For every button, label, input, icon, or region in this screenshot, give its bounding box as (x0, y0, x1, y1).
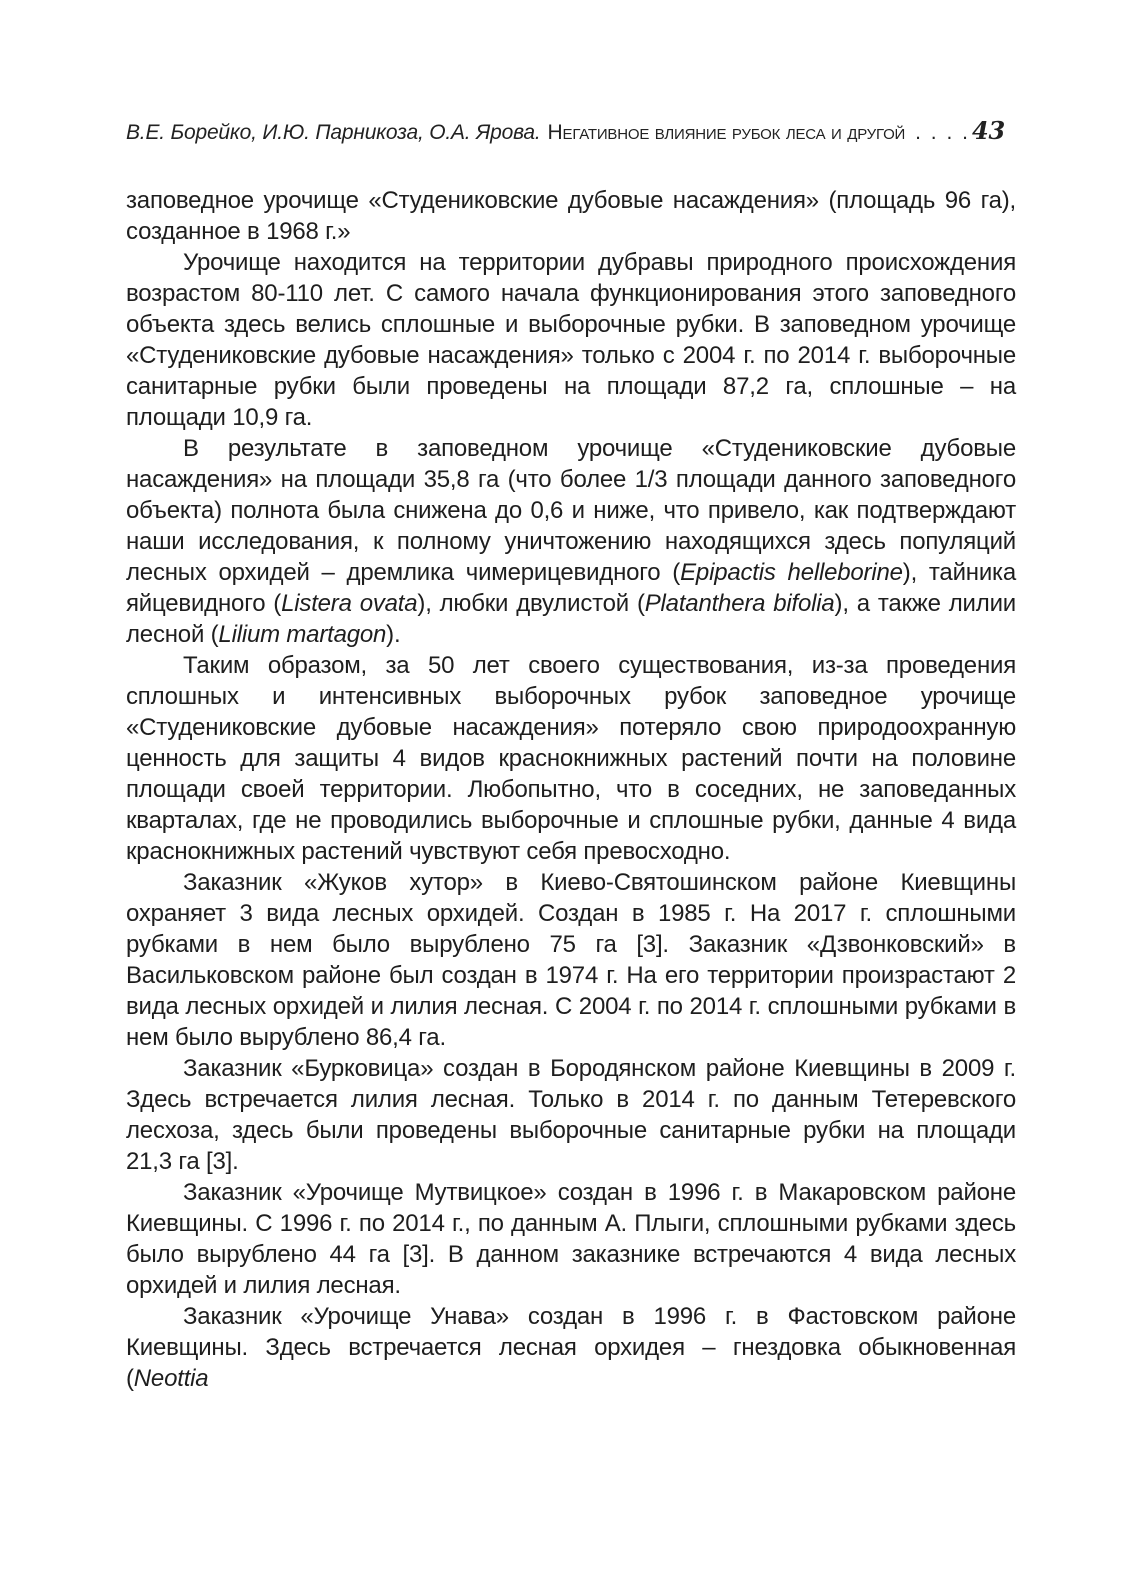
text-run: ), тайника яйцевидного ( (126, 559, 1017, 617)
text-run: Заказник «Урочище Мутвицкое» создан в 1996 г. в Макаровском районе Киевщины. С 1996 г. по 2014 г., по данным А. Плыги, сплошными рубками здесь было вырублено 44 га [3]. В данном заказнике встречаются 4 вида лесных орхидей и лилия лесная. (126, 1179, 1016, 1299)
page-header (126, 116, 1021, 145)
text-run: Таким образом, за 50 лет своего существования, из-за проведения сплошных и интенсивных выборочных рубок заповедное урочище «Студениковские дубовые насаждения» потеряло свою природоохранную ценность для защиты 4 видов краснокнижных растений почти на половине площади своей территории. Любопытно, что в соседних, не заповеданных кварталах, где не проводились выборочные и сплошные рубки, данные 4 вида краснокнижных растений чувствуют себя превосходно. (126, 652, 1016, 865)
text-run: заповедное урочище «Студениковские дубовые насаждения» (площадь 96 га), созданное в 1968 г.» (126, 187, 1016, 245)
species-name-latin: Neottia (133, 1365, 209, 1392)
paragraph (126, 247, 1016, 433)
text-run: В результате в заповедном урочище «Студениковские дубовые насаждения» на площади 35,8 га (что более 1/3 площади данного заповедного объекта) полнота была снижена до 0,6 и ниже, что привело, как подтверждают наши исследования, к полному уничтожению находящихся здесь популяций лесных орхидей – дремлика чимерицевидного ( (126, 435, 1016, 586)
paragraph (126, 867, 1016, 1053)
paragraph (126, 1177, 1016, 1301)
species-name-latin: Platanthera bifolia (644, 590, 835, 617)
header-title: Негативное влияние рубок леса и другой (547, 121, 906, 144)
species-name-latin: Epipactis helleborine (680, 559, 903, 586)
text-run: ), а также лилии лесной ( (126, 590, 1016, 648)
header-authors: В.Е. Борейко, И.Ю. Парникоза, О.А. Ярова. (126, 121, 541, 144)
species-name-latin: Listera ovata (281, 590, 418, 617)
page-number: 43 (971, 116, 1005, 145)
text-run: Заказник «Бурковица» создан в Бородянском районе Киевщины в 2009 г. Здесь встречается лилия лесная. Только в 2014 г. по данным Тетеревского лесхоза, здесь были проведены выборочные санитарные рубки на площади 21,3 га [3]. (126, 1055, 1016, 1175)
species-name-latin: Lilium martagon (218, 621, 387, 648)
text-run: Урочище находится на территории дубравы природного происхождения возрастом 80-110 лет. С самого начала функционирования этого заповедного объекта здесь велись сплошные и выборочные рубки. В заповедном урочище «Студениковские дубовые насаждения» только с 2004 г. по 2014 г. выборочные санитарные рубки были проведены на площади 87,2 га, сплошные – на площади 10,9 га. (126, 249, 1016, 431)
header-dots: . . . . (915, 121, 970, 144)
paragraph (126, 650, 1016, 867)
text-run: ). (386, 621, 401, 648)
paragraph (126, 433, 1016, 650)
text-run: Заказник «Жуков хутор» в Киево-Святошинском районе Киевщины охраняет 3 вида лесных орхидей. Создан в 1985 г. На 2017 г. сплошными рубками в нем было вырублено 75 га [3]. Заказник «Дзвонковский» в Васильковском районе был создан в 1974 г. На его территории произрастают 2 вида лесных орхидей и лилия лесная. С 2004 г. по 2014 г. сплошными рубками в нем было вырублено 86,4 га. (126, 869, 1016, 1051)
paragraph (126, 1053, 1016, 1177)
text-run: ), любки двулистой ( (417, 590, 645, 617)
article-body (126, 185, 1016, 1394)
text-run: Заказник «Урочище Унава» создан в 1996 г. в Фастовском районе Киевщины. Здесь встречается лесная орхидея – гнездовка обыкновенная ( (126, 1303, 1016, 1392)
paragraph (126, 185, 1016, 247)
paragraph (126, 1301, 1016, 1394)
